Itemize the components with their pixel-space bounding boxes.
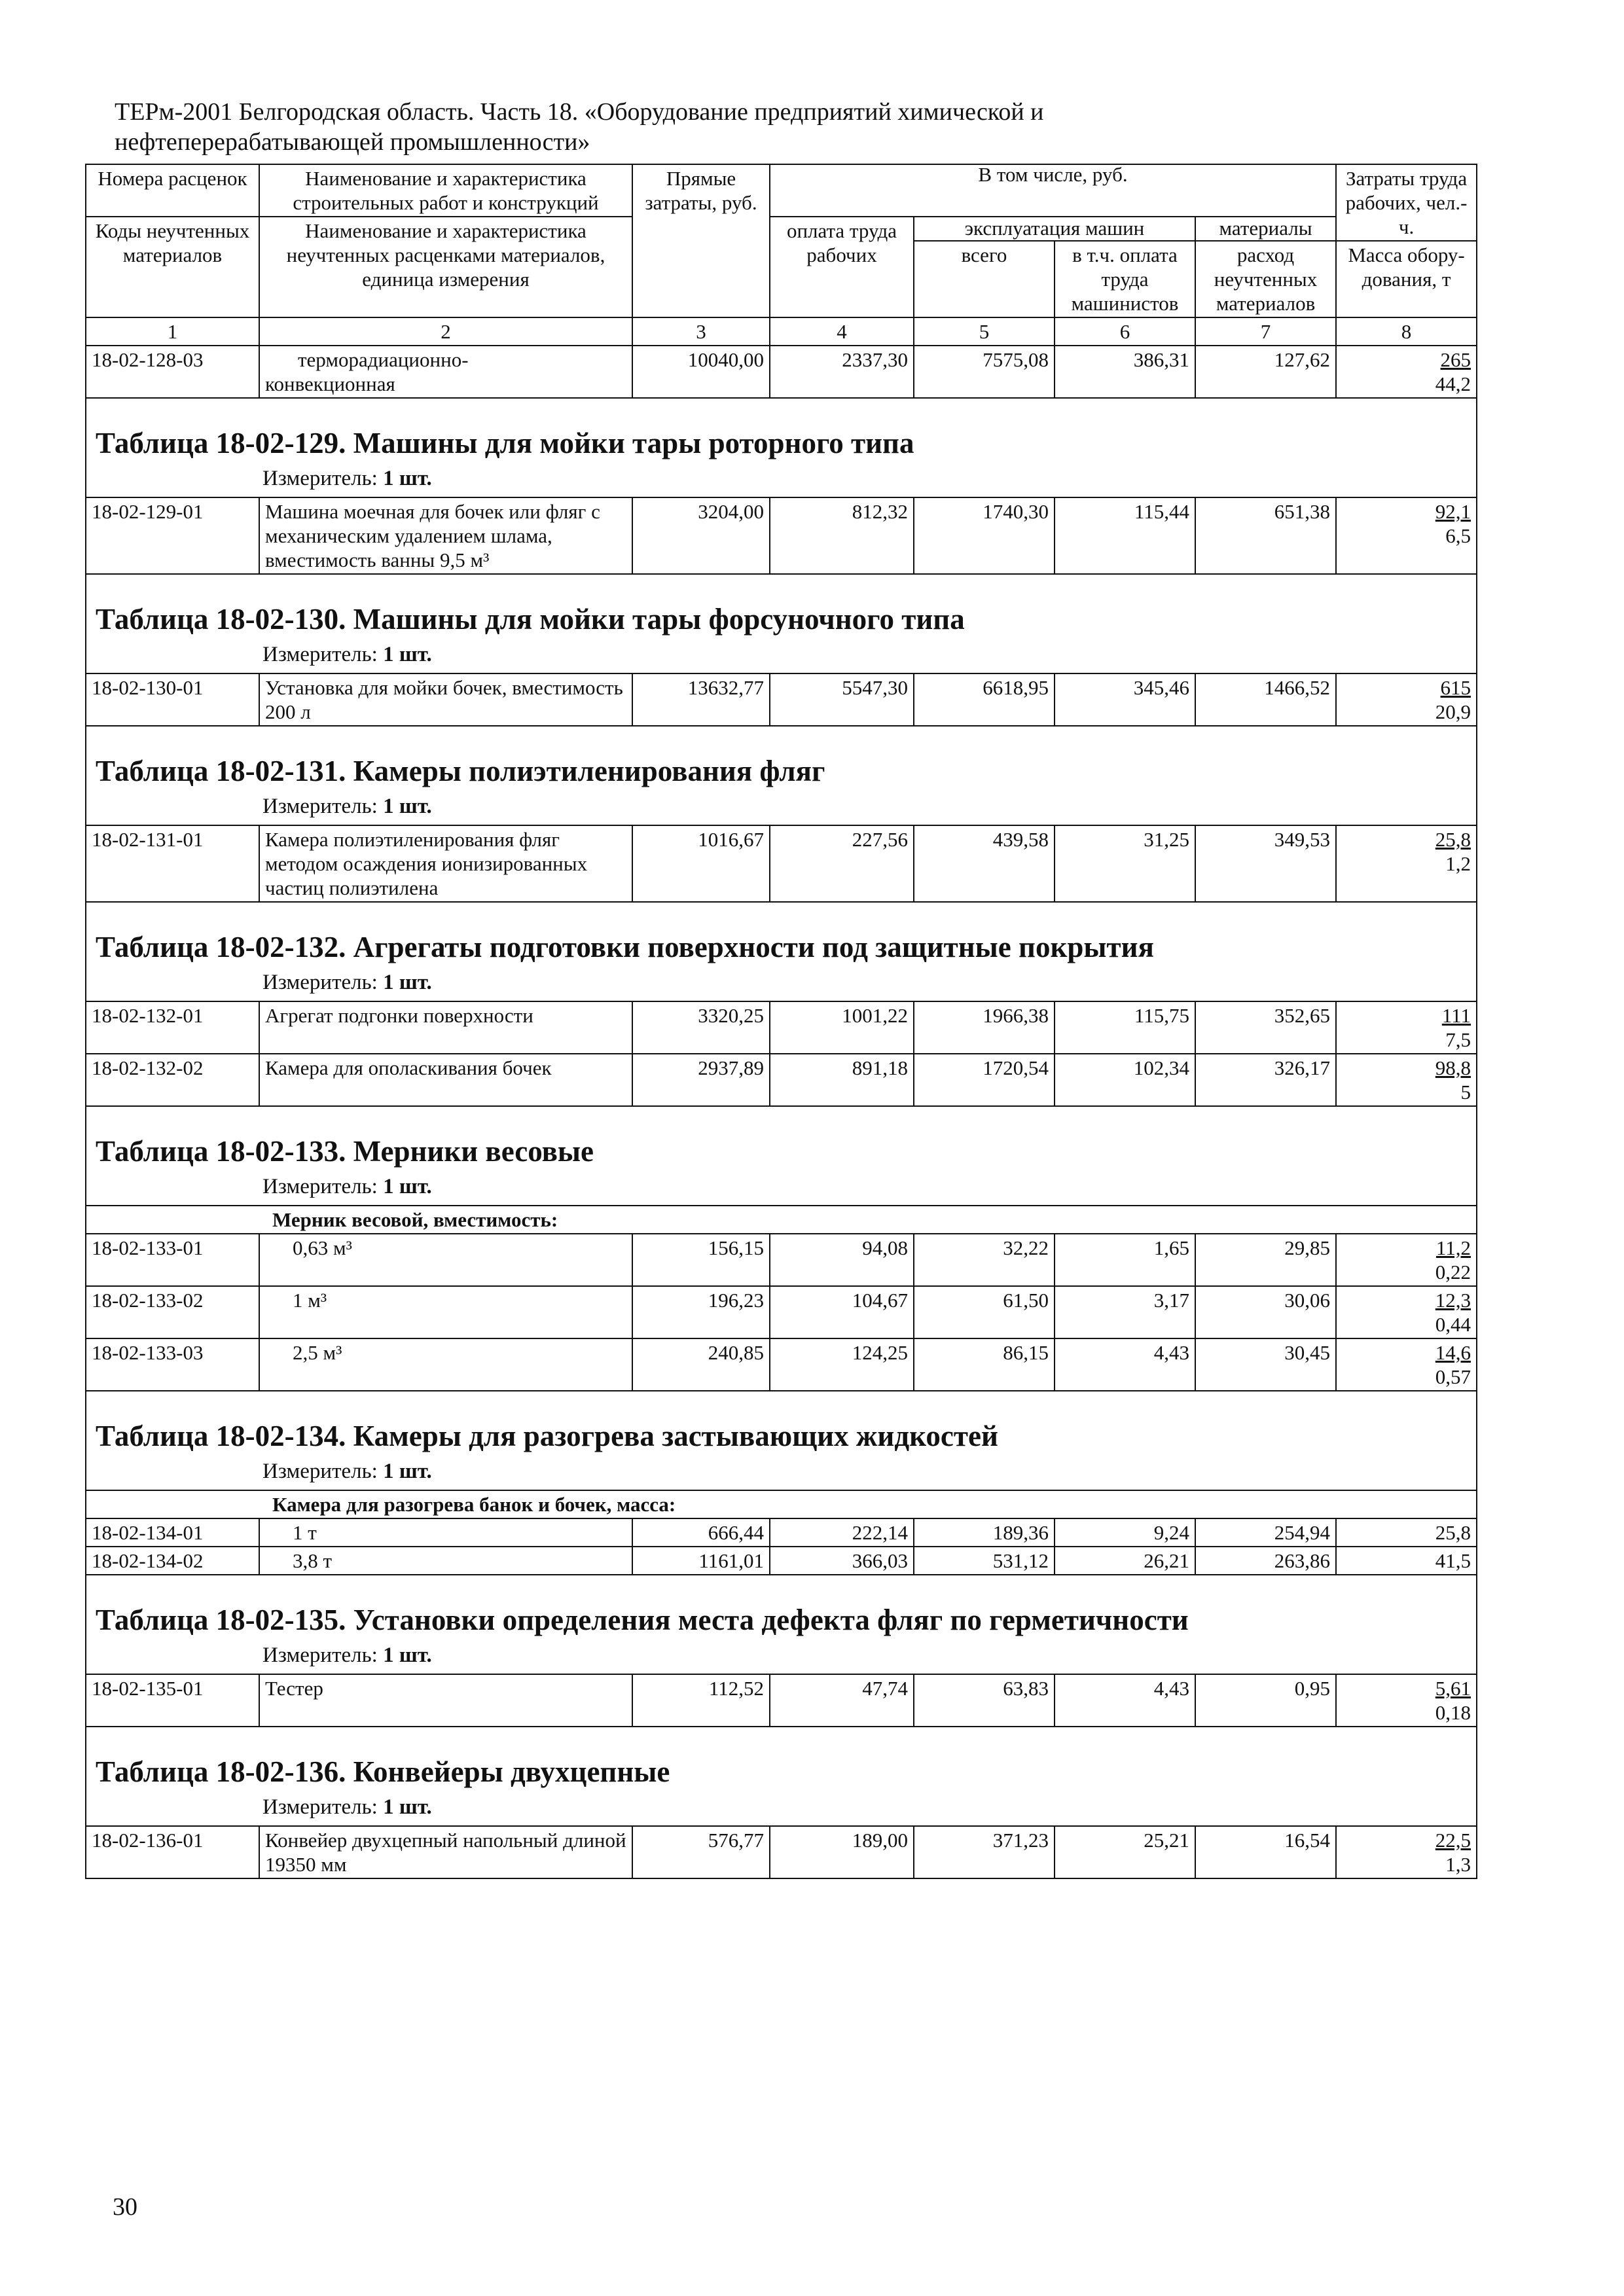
group-heading: Мерник весовой, вместимость:: [259, 1206, 1477, 1234]
labor-costs: 41,5: [1435, 1549, 1471, 1572]
direct-costs: 196,23: [632, 1286, 770, 1338]
page-number: 30: [113, 2193, 137, 2221]
machines-header: эксплуатация машин: [914, 217, 1195, 241]
section-title: Таблица 18-02-130. Машины для мойки тары форсуночного типа: [96, 603, 965, 636]
section-title: Таблица 18-02-135. Установки определения места дефекта фляг по герметичности: [96, 1604, 1189, 1636]
worker-wages: 94,08: [770, 1234, 914, 1286]
col-number: 4: [770, 317, 914, 346]
worker-wages: 2337,30: [770, 346, 914, 398]
rate-name-line-1: терморадиационно-: [298, 348, 469, 371]
section-cell: [86, 574, 1477, 673]
table-row: [86, 1234, 1477, 1286]
rate-code: 18-02-128-03: [86, 346, 259, 398]
measure-unit: [96, 969, 1467, 996]
direct-costs: 10040,00: [632, 346, 770, 398]
equipment-mass: 0,44: [1435, 1313, 1471, 1336]
labor-mass-cell: [1336, 1674, 1477, 1727]
materials-cost: 29,85: [1195, 1234, 1336, 1286]
direct-costs: 3204,00: [632, 497, 770, 574]
measure-value: 1 шт.: [383, 795, 432, 818]
labor-mass-cell: [1336, 1338, 1477, 1391]
section-title: Таблица 18-02-133. Мерники весовые: [96, 1135, 594, 1168]
rate-name: Камера для ополаскивания бочек: [259, 1054, 632, 1106]
col5-header: всего: [914, 241, 1055, 317]
measure-label: Измеритель:: [262, 643, 378, 666]
measure-value: 1 шт.: [383, 643, 432, 666]
rate-code: 18-02-136-01: [86, 1826, 259, 1878]
labor-costs: 22,5: [1435, 1829, 1471, 1852]
section-cell: [86, 1575, 1477, 1674]
operator-wages: 115,75: [1055, 1001, 1195, 1054]
rate-code: 18-02-132-02: [86, 1054, 259, 1106]
measure-value: 1 шт.: [383, 971, 432, 994]
col8-top-header: Затраты труда рабочих, чел.-ч.: [1336, 164, 1477, 241]
rate-code: 18-02-129-01: [86, 497, 259, 574]
col2-top-header: Наименование и характеристика строительных работ и конструкций: [259, 164, 632, 217]
materials-cost: 30,06: [1195, 1286, 1336, 1338]
worker-wages: 5547,30: [770, 673, 914, 726]
labor-mass-cell: [1336, 1518, 1477, 1547]
rates-table: [85, 164, 1477, 1879]
direct-costs: 13632,77: [632, 673, 770, 726]
labor-costs: 14,6: [1435, 1341, 1471, 1364]
materials-cost: 352,65: [1195, 1001, 1336, 1054]
operator-wages: 9,24: [1055, 1518, 1195, 1547]
materials-cost: 16,54: [1195, 1826, 1336, 1878]
worker-wages: 189,00: [770, 1826, 914, 1878]
measure-unit: [96, 1642, 1467, 1668]
machines-total: 439,58: [914, 825, 1055, 902]
table-row: [86, 1518, 1477, 1547]
col7-header: расход неучтенных материалов: [1195, 241, 1336, 317]
measure-value: 1 шт.: [383, 1643, 432, 1667]
equipment-mass: 6,5: [1445, 524, 1471, 547]
section-cell: [86, 1727, 1477, 1826]
materials-cost: 349,53: [1195, 825, 1336, 902]
operator-wages: 3,17: [1055, 1286, 1195, 1338]
col1-top-header: Номера расценок: [86, 164, 259, 217]
table-row: [86, 1001, 1477, 1054]
section-cell: [86, 902, 1477, 1001]
labor-mass-cell: [1336, 497, 1477, 574]
materials-cost: 30,45: [1195, 1338, 1336, 1391]
worker-wages: 1001,22: [770, 1001, 914, 1054]
materials-cost: 254,94: [1195, 1518, 1336, 1547]
rate-name: 0,63 м³: [259, 1234, 632, 1286]
rate-name: Конвейер двухцепный напольный длиной 19350 мм: [259, 1826, 632, 1878]
labor-mass-cell: [1336, 673, 1477, 726]
col8-bottom-header: Масса обору-дования, т: [1336, 241, 1477, 317]
col-number: 3: [632, 317, 770, 346]
labor-costs: 92,1: [1435, 500, 1471, 523]
direct-costs: 666,44: [632, 1518, 770, 1547]
direct-costs: 112,52: [632, 1674, 770, 1727]
labor-mass-cell: [1336, 1286, 1477, 1338]
rate-name: Камера полиэтиленирования фляг методом осаждения ионизированных частиц полиэтилена: [259, 825, 632, 902]
equipment-mass: 0,57: [1435, 1365, 1471, 1388]
header-line-1: ТЕРм-2001 Белгородская область. Часть 18. «Оборудование предприятий химической и: [115, 98, 1044, 126]
measure-label: Измеритель:: [262, 1795, 378, 1819]
worker-wages: 891,18: [770, 1054, 914, 1106]
rate-name-line-2: конвекционная: [265, 372, 395, 395]
table-row: [86, 825, 1477, 902]
table-row: [86, 1286, 1477, 1338]
materials-header: материалы: [1195, 217, 1336, 241]
labor-costs: 5,61: [1435, 1677, 1471, 1700]
labor-mass-cell: [1336, 1054, 1477, 1106]
col-number: 2: [259, 317, 632, 346]
labor-costs: 25,8: [1435, 1521, 1471, 1544]
machines-total: 7575,08: [914, 346, 1055, 398]
materials-cost: 0,95: [1195, 1674, 1336, 1727]
section-cell: [86, 398, 1477, 497]
rate-code: 18-02-132-01: [86, 1001, 259, 1054]
equipment-mass: 7,5: [1445, 1028, 1471, 1051]
labor-mass-cell: [1336, 1826, 1477, 1878]
worker-wages: 227,56: [770, 825, 914, 902]
table-row: [86, 673, 1477, 726]
rate-name: Агрегат подгонки поверхности: [259, 1001, 632, 1054]
labor-mass-cell: [1336, 1547, 1477, 1575]
measure-label: Измеритель:: [262, 971, 378, 994]
rate-code: 18-02-130-01: [86, 673, 259, 726]
col3-header: Прямые затраты, руб.: [632, 164, 770, 317]
machines-total: 371,23: [914, 1826, 1055, 1878]
group-heading: Камера для разогрева банок и бочек, масса:: [259, 1490, 1477, 1518]
measure-unit: [96, 1174, 1467, 1200]
machines-total: 63,83: [914, 1674, 1055, 1727]
measure-label: Измеритель:: [262, 467, 378, 490]
measure-value: 1 шт.: [383, 1460, 432, 1483]
column-numbers-row: [86, 317, 1477, 346]
equipment-mass: 0,18: [1435, 1701, 1471, 1724]
machines-total: 1966,38: [914, 1001, 1055, 1054]
operator-wages: 25,21: [1055, 1826, 1195, 1878]
machines-total: 32,22: [914, 1234, 1055, 1286]
table-section-header: [86, 398, 1477, 497]
direct-costs: 576,77: [632, 1826, 770, 1878]
rate-name: 1 т: [259, 1518, 632, 1547]
rate-code: 18-02-131-01: [86, 825, 259, 902]
labor-costs: 98,8: [1435, 1056, 1471, 1079]
table-row: [86, 346, 1477, 398]
worker-wages: 812,32: [770, 497, 914, 574]
col-number: 8: [1336, 317, 1477, 346]
table-section-header: [86, 1575, 1477, 1674]
col-number: 7: [1195, 317, 1336, 346]
group-heading-row: [86, 1490, 1477, 1518]
section-title: Таблица 18-02-136. Конвейеры двухцепные: [96, 1755, 670, 1788]
table-row: [86, 1674, 1477, 1727]
labor-mass-cell: [1336, 1234, 1477, 1286]
table-row: [86, 1338, 1477, 1391]
machines-total: 189,36: [914, 1518, 1055, 1547]
labor-costs: 25,8: [1435, 828, 1471, 851]
rate-name: Тестер: [259, 1674, 632, 1727]
measure-unit: [96, 1794, 1467, 1820]
direct-costs: 2937,89: [632, 1054, 770, 1106]
rate-name: Установка для мойки бочек, вместимость 200 л: [259, 673, 632, 726]
rate-name: 2,5 м³: [259, 1338, 632, 1391]
table-row: [86, 497, 1477, 574]
measure-unit: [96, 1458, 1467, 1484]
labor-mass-cell: [1336, 1001, 1477, 1054]
rate-code: 18-02-134-01: [86, 1518, 259, 1547]
equipment-mass: 0,22: [1435, 1261, 1471, 1283]
measure-label: Измеритель:: [262, 1175, 378, 1198]
section-cell: [86, 1391, 1477, 1490]
worker-wages: 47,74: [770, 1674, 914, 1727]
measure-value: 1 шт.: [383, 1795, 432, 1819]
section-cell: [86, 726, 1477, 825]
machines-total: 6618,95: [914, 673, 1055, 726]
col1-bottom-header: Коды неучтенных материалов: [86, 217, 259, 317]
group-heading-row: [86, 1206, 1477, 1234]
section-title: Таблица 18-02-132. Агрегаты подготовки поверхности под защитные покрытия: [96, 931, 1154, 963]
labor-costs: 111: [1441, 1004, 1471, 1027]
equipment-mass: 1,2: [1445, 852, 1471, 875]
rate-code: 18-02-133-01: [86, 1234, 259, 1286]
operator-wages: 102,34: [1055, 1054, 1195, 1106]
measure-label: Измеритель:: [262, 1460, 378, 1483]
table-section-header: [86, 1106, 1477, 1206]
operator-wages: 4,43: [1055, 1674, 1195, 1727]
measure-unit: [96, 793, 1467, 819]
col6-header: в т.ч. оплата труда машинистов: [1055, 241, 1195, 317]
machines-total: 531,12: [914, 1547, 1055, 1575]
machines-total: 86,15: [914, 1338, 1055, 1391]
operator-wages: 1,65: [1055, 1234, 1195, 1286]
direct-costs: 1016,67: [632, 825, 770, 902]
table-section-header: [86, 726, 1477, 825]
labor-mass-cell: [1336, 825, 1477, 902]
rate-code: 18-02-133-02: [86, 1286, 259, 1338]
table-section-header: [86, 1391, 1477, 1490]
col-number: 5: [914, 317, 1055, 346]
equipment-mass: 20,9: [1435, 700, 1471, 723]
worker-wages: 366,03: [770, 1547, 914, 1575]
section-cell: [86, 1106, 1477, 1206]
col2-bottom-header: Наименование и характеристика неучтенных расценками материалов, единица измерения: [259, 217, 632, 317]
worker-wages: 222,14: [770, 1518, 914, 1547]
operator-wages: 345,46: [1055, 673, 1195, 726]
page-header: [115, 97, 1456, 157]
machines-total: 61,50: [914, 1286, 1055, 1338]
labor-mass-cell: [1336, 346, 1477, 398]
rate-code: 18-02-133-03: [86, 1338, 259, 1391]
rate-code: 18-02-134-02: [86, 1547, 259, 1575]
col-number: 1: [86, 317, 259, 346]
operator-wages: 115,44: [1055, 497, 1195, 574]
direct-costs: 3320,25: [632, 1001, 770, 1054]
measure-unit: [96, 465, 1467, 492]
header-row-2: [86, 217, 1477, 241]
section-title: Таблица 18-02-134. Камеры для разогрева застывающих жидкостей: [96, 1420, 998, 1452]
labor-costs: 11,2: [1435, 1236, 1471, 1259]
equipment-mass: 5: [1460, 1081, 1471, 1103]
section-title: Таблица 18-02-129. Машины для мойки тары роторного типа: [96, 427, 914, 459]
table-section-header: [86, 1727, 1477, 1826]
equipment-mass: 1,3: [1445, 1853, 1471, 1876]
measure-label: Измеритель:: [262, 795, 378, 818]
table-section-header: [86, 902, 1477, 1001]
direct-costs: 240,85: [632, 1338, 770, 1391]
rate-code: 18-02-135-01: [86, 1674, 259, 1727]
labor-costs: 615: [1440, 676, 1471, 699]
group-heading-spacer: [86, 1490, 259, 1518]
operator-wages: 386,31: [1055, 346, 1195, 398]
direct-costs: 156,15: [632, 1234, 770, 1286]
table-row: [86, 1054, 1477, 1106]
worker-wages: 104,67: [770, 1286, 914, 1338]
equipment-mass: 44,2: [1435, 372, 1471, 395]
materials-cost: 651,38: [1195, 497, 1336, 574]
header-line-2: нефтеперерабатывающей промышленности»: [115, 128, 590, 156]
materials-cost: 127,62: [1195, 346, 1336, 398]
operator-wages: 31,25: [1055, 825, 1195, 902]
table-row: [86, 1826, 1477, 1878]
measure-value: 1 шт.: [383, 1175, 432, 1198]
measure-label: Измеритель:: [262, 1643, 378, 1667]
measure-unit: [96, 641, 1467, 668]
machines-total: 1740,30: [914, 497, 1055, 574]
rate-name: Машина моечная для бочек или фляг с механическим удалением шлама, вместимость ванны 9,5 м³: [259, 497, 632, 574]
group-heading-spacer: [86, 1206, 259, 1234]
operator-wages: 4,43: [1055, 1338, 1195, 1391]
table-row: [86, 1547, 1477, 1575]
section-title: Таблица 18-02-131. Камеры полиэтиленирования фляг: [96, 755, 825, 787]
rate-name: 3,8 т: [259, 1547, 632, 1575]
materials-cost: 263,86: [1195, 1547, 1336, 1575]
machines-total: 1720,54: [914, 1054, 1055, 1106]
operator-wages: 26,21: [1055, 1547, 1195, 1575]
col4-header: оплата труда рабочих: [770, 217, 914, 317]
direct-costs: 1161,01: [632, 1547, 770, 1575]
labor-costs: 265: [1440, 348, 1471, 371]
table-section-header: [86, 574, 1477, 673]
incl-header: В том числе, руб.: [770, 164, 1336, 217]
header-row-1: [86, 164, 1477, 217]
materials-cost: 1466,52: [1195, 673, 1336, 726]
rate-name: 1 м³: [259, 1286, 632, 1338]
col-number: 6: [1055, 317, 1195, 346]
measure-value: 1 шт.: [383, 467, 432, 490]
labor-costs: 12,3: [1435, 1289, 1471, 1312]
worker-wages: 124,25: [770, 1338, 914, 1391]
materials-cost: 326,17: [1195, 1054, 1336, 1106]
rate-name: [259, 346, 632, 398]
